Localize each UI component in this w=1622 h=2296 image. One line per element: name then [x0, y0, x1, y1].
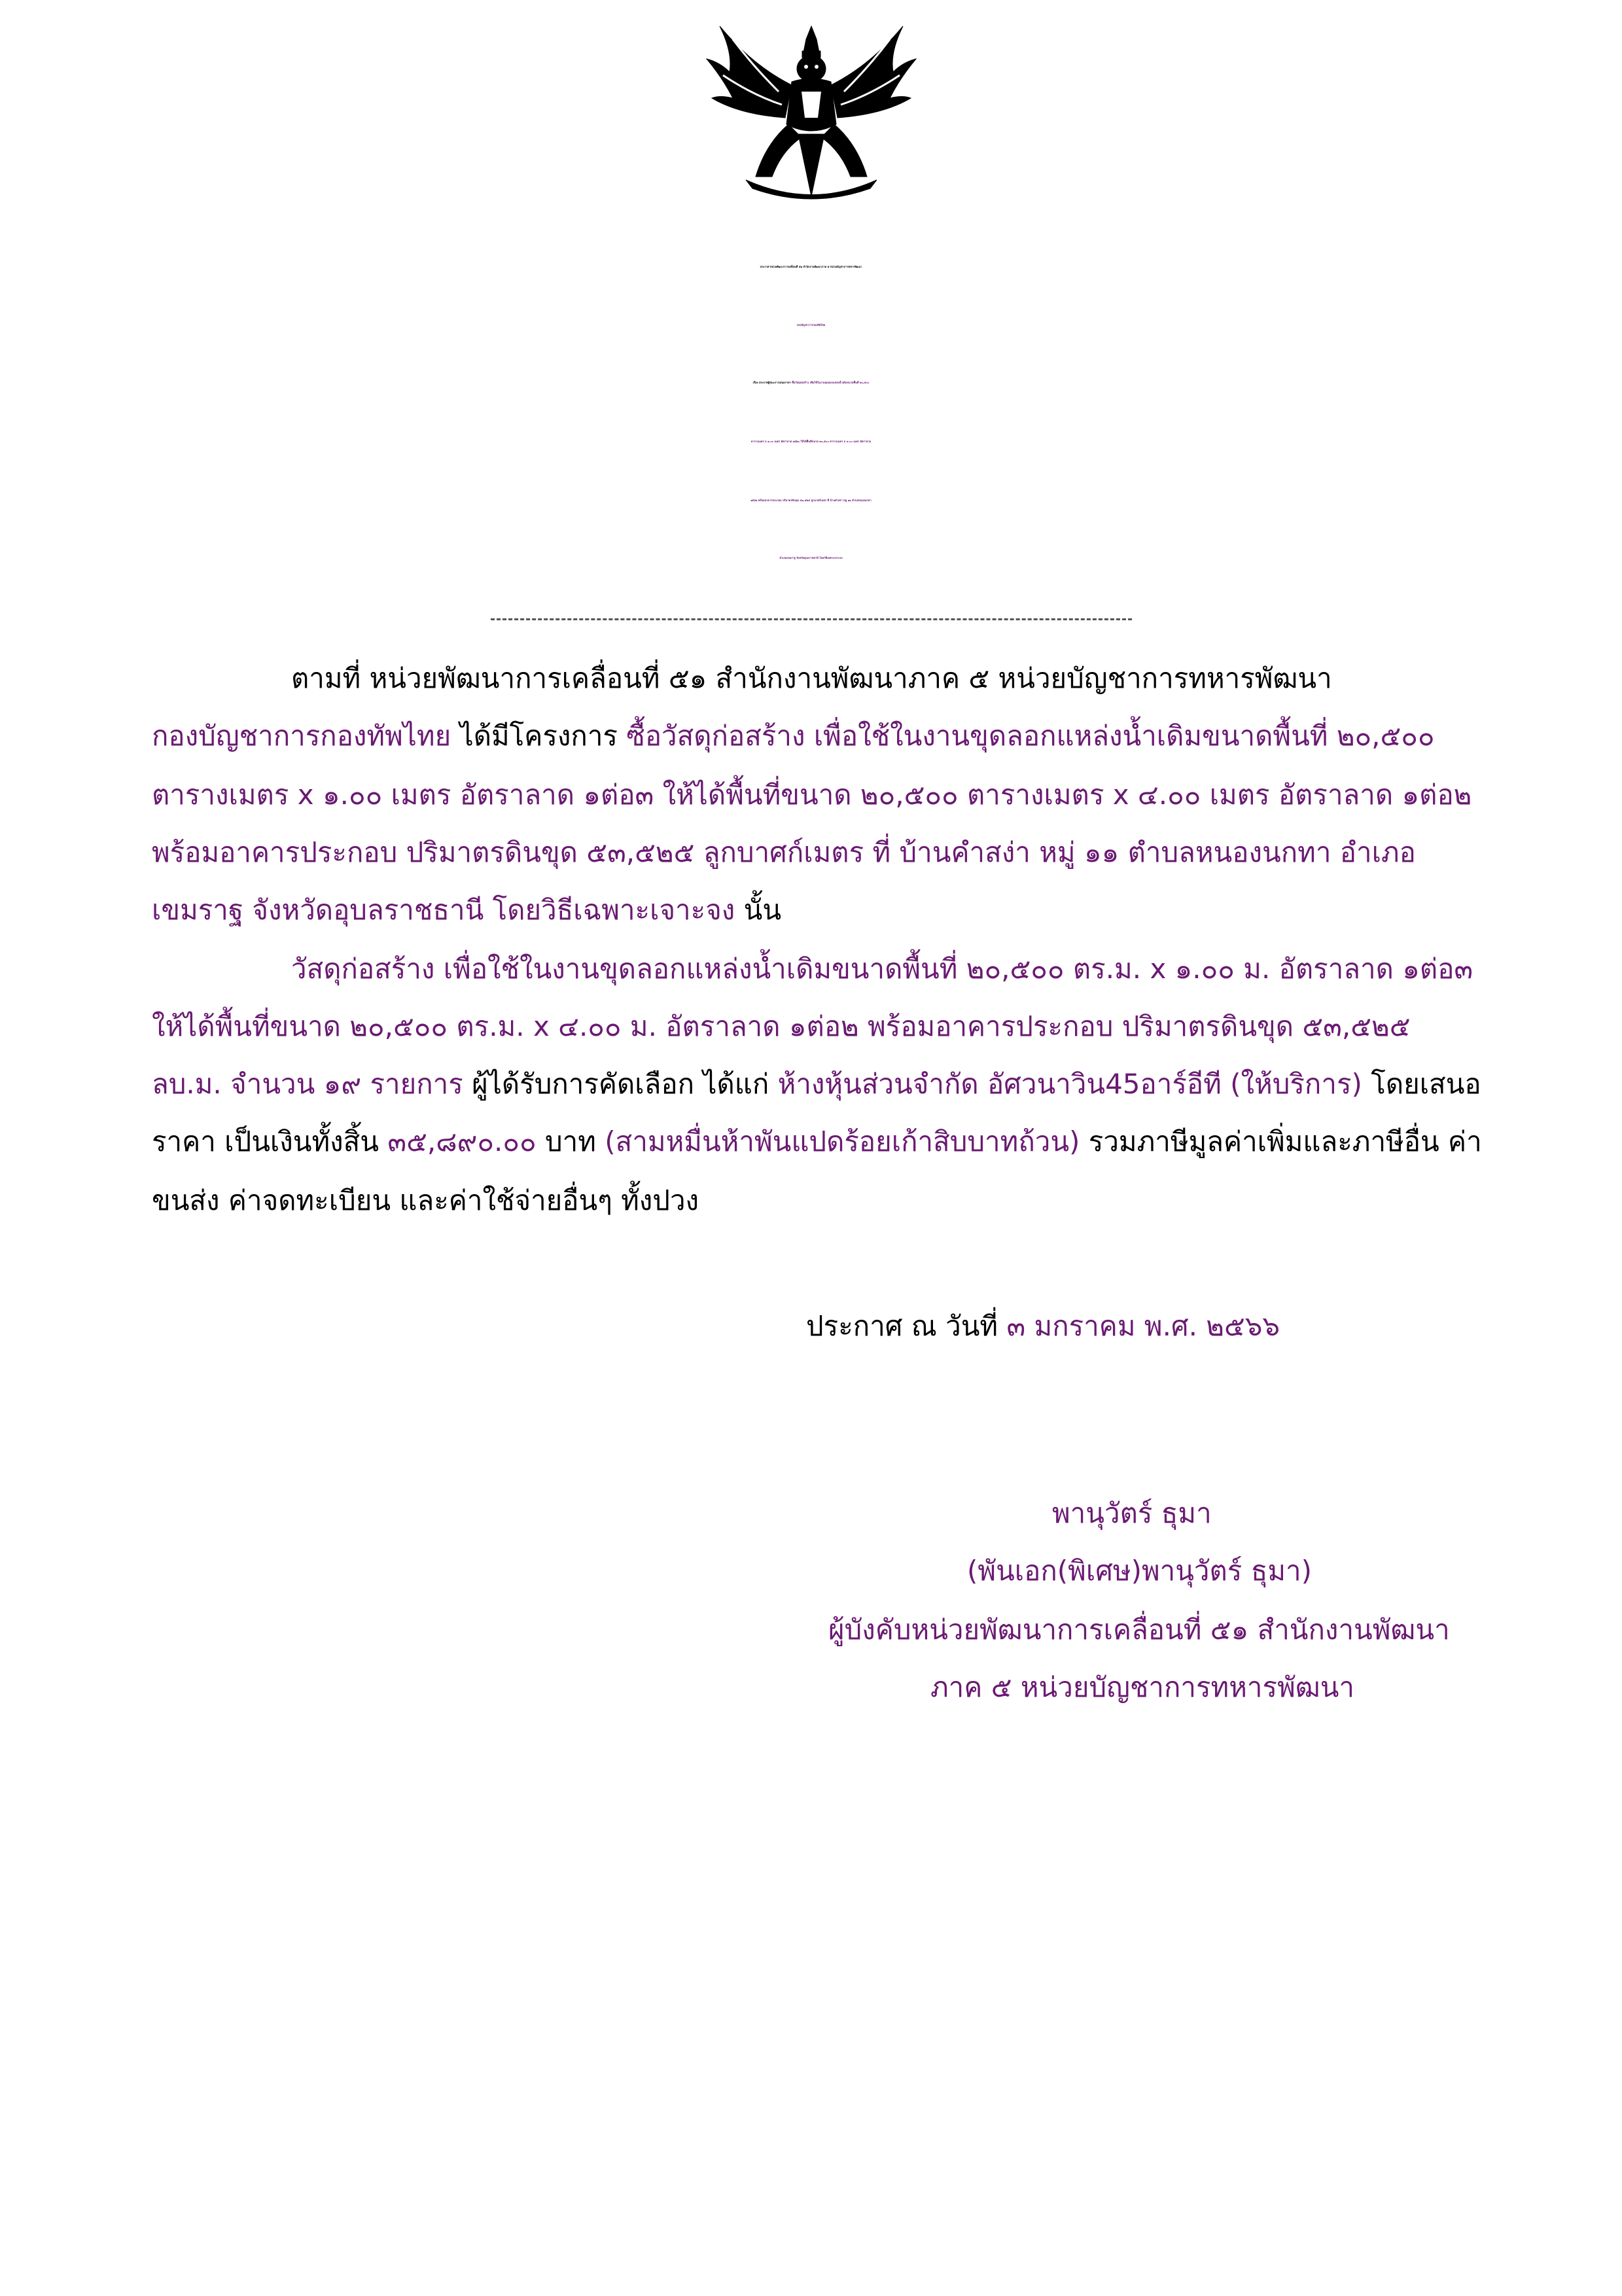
header-line-2: กองบัญชาการกองทัพไทย [796, 323, 826, 327]
subject-line-1 [0, 353, 1622, 412]
selected-label: ผู้ได้รับการคัดเลือก ได้แก่ [463, 1068, 778, 1100]
price-label: ราคา เป็นเงินทั้งสิ้น [152, 1125, 388, 1157]
tax-note: รวมภาษีมูลค่าเพิ่มและภาษีอื่น ค่า [1080, 1125, 1482, 1157]
para1-line-3: ตารางเมตร x ๑.๐๐ เมตร อัตราลาด ๑ต่อ๓ ให้ได้พื้นที่ขนาด ๒๐,๕๐๐ ตารางเมตร x ๔.๐๐ เมตร อัตราลาด ๑ต่อ๒ [152, 779, 1472, 811]
signatory-full-name: (พันเอก(พิเศษ)พานุวัตร์ ธุมา) [967, 1555, 1312, 1587]
date-value: ๓ มกราคม พ.ศ. ๒๕๖๖ [1006, 1310, 1280, 1342]
project-title-part-1: ซื้อวัสดุก่อสร้าง เพื่อใช้ในงานขุดลอกแหล่งน้ำเดิมขนาดพื้นที่ ๒๐,๕๐๐ [626, 720, 1435, 752]
signatory-position-line-2: ภาค ๕ หน่วยบัญชาการทหารพัฒนา [930, 1671, 1354, 1703]
project-location-end: เขมราฐ จังหวัดอุบลราชธานี โดยวิธีเฉพาะเจาะจง [152, 894, 735, 926]
date-label: ประกาศ ณ วันที่ [806, 1310, 1007, 1342]
price-amount: ๓๕,๘๙๐.๐๐ [387, 1125, 537, 1157]
agency-name: กองบัญชาการกองทัพไทย [152, 720, 451, 752]
currency-label: บาท [536, 1125, 605, 1157]
para2-line-3 [152, 1055, 1481, 1114]
price-in-words: (สามหมื่นห้าพันแปดร้อยเก้าสิบบาทถ้วน) [605, 1125, 1080, 1157]
subject-line-2: ตารางเมตร x ๑.๐๐ เมตร อัตราลาด ๑ต่อ๓ ให้ได้พื้นที่ขนาด ๒๐,๕๐๐ ตารางเมตร x ๔.๐๐ เมตร อัตราลาด [750, 440, 872, 443]
subject-prefix: เรื่อง ประกาศผู้ชนะการเสนอราคา [752, 381, 791, 384]
para1-line-1: ตามที่ หน่วยพัฒนาการเคลื่อนที่ ๕๑ สำนักงานพัฒนาภาค ๕ หน่วยบัญชาการทหารพัฒนา [291, 662, 1332, 694]
para1-line-4: พร้อมอาคารประกอบ ปริมาตรดินขุด ๕๓,๕๒๕ ลูกบาศก์เมตร ที่ บ้านคำสง่า หมู่ ๑๑ ตำบลหนองนกทา อำเภอ [152, 836, 1416, 868]
para1-line-2 [152, 707, 1435, 766]
para2-line-5: ขนส่ง ค่าจดทะเบียน และค่าใช้จ่ายอื่นๆ ทั้งปวง [152, 1184, 699, 1216]
winner-name: ห้างหุ้นส่วนจำกัด อัศวนาวิน45อาร์อีที (ให้บริการ) [777, 1068, 1362, 1100]
para1-line-5 [152, 881, 781, 940]
subject-title-part-1: ซื้อวัสดุก่อสร้าง เพื่อใช้ในงานขุดลอกแหล่งน้ำเดิมขนาดพื้นที่ ๒๐,๕๐๐ [792, 381, 870, 384]
header-line-1: ประกาศ หน่วยพัฒนาการเคลื่อนที่ ๕๑ สำนักงานพัฒนาภาค ๕ หน่วยบัญชาการทหารพัฒนา [760, 265, 862, 268]
signatory-position-line-1: ผู้บังคับหน่วยพัฒนาการเคลื่อนที่ ๕๑ สำนักงานพัฒนา [828, 1614, 1450, 1646]
offer-label: โดยเสนอ [1362, 1068, 1481, 1100]
subject-line-4: อำเภอเขมราฐ จังหวัดอุบลราชธานี โดยวิธีเฉพาะเจาะจง [779, 556, 843, 559]
signature-name: พานุวัตร์ ธุมา [1052, 1497, 1212, 1529]
para2-line-2: ให้ได้พื้นที่ขนาด ๒๐,๕๐๐ ตร.ม. x ๔.๐๐ ม. อัตราลาด ๑ต่อ๒ พร้อมอาคารประกอบ ปริมาตรดินขุด ๕๓,๕๒๕ [152, 1010, 1411, 1042]
announcement-date [806, 1297, 1280, 1356]
para1-end-word: นั้น [735, 894, 782, 926]
para2-line-4 [152, 1112, 1482, 1171]
dashed-divider [491, 618, 1132, 620]
para2-line-1: วัสดุก่อสร้าง เพื่อใช้ในงานขุดลอกแหล่งน้ำเดิมขนาดพื้นที่ ๒๐,๕๐๐ ตร.ม. x ๑.๐๐ ม. อัตราลาด ๑ต่อ๓ [291, 953, 1473, 985]
garuda-emblem-icon [694, 13, 929, 209]
subject-line-3: ๑ต่อ๒ พร้อมอาคารประกอบ ปริมาตรดินขุด ๕๓,๕๒๕ ลูกบาศก์เมตร ที่ บ้านคำสง่า หมู่ ๑๑ ตำบลหนองนกทา [750, 499, 872, 502]
project-intro: ได้มีโครงการ [451, 720, 627, 752]
item-count: ลบ.ม. จำนวน ๑๙ รายการ [152, 1068, 463, 1100]
